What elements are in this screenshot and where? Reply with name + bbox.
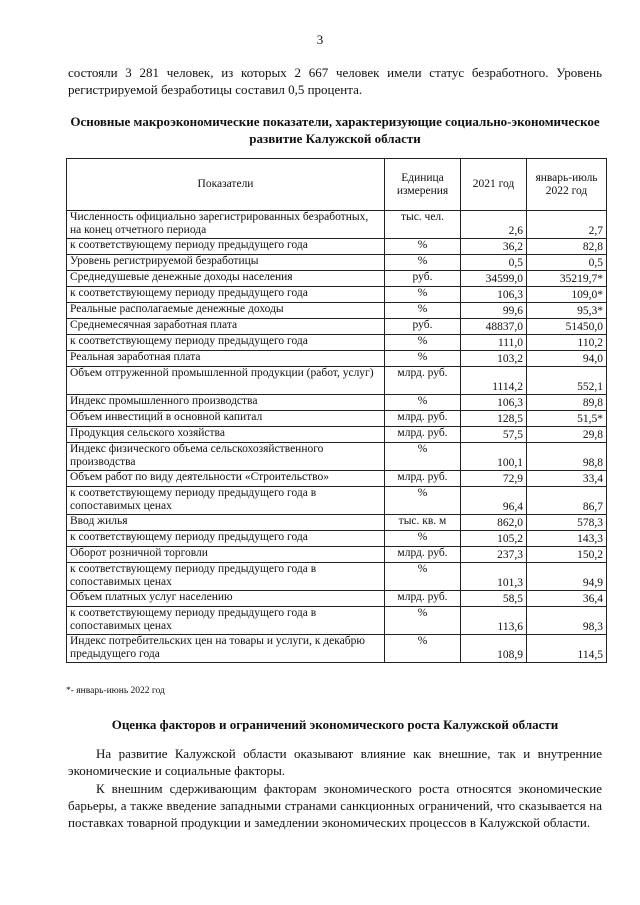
value-2022-cell: 578,3 <box>527 515 607 531</box>
value-2021-cell: 108,9 <box>461 635 527 663</box>
value-2021-cell: 106,3 <box>461 395 527 411</box>
unit-cell: % <box>385 287 461 303</box>
unit-cell: млрд. руб. <box>385 471 461 487</box>
table-row <box>67 211 607 239</box>
table-header-row <box>67 159 607 211</box>
value-2021-cell: 237,3 <box>461 547 527 563</box>
indicator-cell: Уровень регистрируемой безработицы <box>67 255 385 271</box>
value-2022-cell: 114,5 <box>527 635 607 663</box>
table-body <box>67 211 607 663</box>
value-2022-cell: 33,4 <box>527 471 607 487</box>
table-row <box>67 607 607 635</box>
unit-cell: % <box>385 239 461 255</box>
section-title: Оценка факторов и ограничений экономического роста Калужской области <box>111 717 559 732</box>
value-2021-cell: 2,6 <box>461 211 527 239</box>
value-2022-cell: 82,8 <box>527 239 607 255</box>
value-2021-cell: 113,6 <box>461 607 527 635</box>
indicator-cell: Среднедушевые денежные доходы населения <box>67 271 385 287</box>
table-row <box>67 255 607 271</box>
value-2022-cell: 29,8 <box>527 427 607 443</box>
unit-cell: % <box>385 487 461 515</box>
indicator-cell: к соответствующему периоду предыдущего года <box>67 239 385 255</box>
unit-cell: % <box>385 335 461 351</box>
value-2022-cell: 0,5 <box>527 255 607 271</box>
value-2021-cell: 99,6 <box>461 303 527 319</box>
value-2022-cell: 150,2 <box>527 547 607 563</box>
value-2021-cell: 34599,0 <box>461 271 527 287</box>
value-2022-cell: 94,0 <box>527 351 607 367</box>
table-row <box>67 443 607 471</box>
value-2022-cell: 51,5* <box>527 411 607 427</box>
value-2021-cell: 96,4 <box>461 487 527 515</box>
table-row <box>67 271 607 287</box>
indicator-cell: к соответствующему периоду предыдущего года в сопоставимых ценах <box>67 563 385 591</box>
value-2022-cell: 86,7 <box>527 487 607 515</box>
value-2021-cell: 36,2 <box>461 239 527 255</box>
value-2022-cell: 552,1 <box>527 367 607 395</box>
unit-cell: % <box>385 635 461 663</box>
indicator-cell: Объем инвестиций в основной капитал <box>67 411 385 427</box>
unit-cell: % <box>385 303 461 319</box>
indicator-cell: Продукция сельского хозяйства <box>67 427 385 443</box>
table-row <box>67 411 607 427</box>
indicator-cell: к соответствующему периоду предыдущего года <box>67 287 385 303</box>
unit-cell: % <box>385 531 461 547</box>
table-row <box>67 635 607 663</box>
table-row <box>67 515 607 531</box>
table-footnote: *- январь-июнь 2022 год <box>66 686 165 696</box>
value-2022-cell: 89,8 <box>527 395 607 411</box>
value-2022-cell: 36,4 <box>527 591 607 607</box>
value-2022-cell: 98,8 <box>527 443 607 471</box>
table-row <box>67 319 607 335</box>
unit-cell: % <box>385 607 461 635</box>
indicator-cell: Численность официально зарегистрированных безработных, на конец отчетного периода <box>67 211 385 239</box>
indicator-cell: Ввод жилья <box>67 515 385 531</box>
value-2021-cell: 1114,2 <box>461 367 527 395</box>
paragraph-influence: На развитие Калужской области оказывают влияние как внешние, так и внутренние экономические и социальные факторы. <box>68 746 602 778</box>
value-2021-cell: 58,5 <box>461 591 527 607</box>
value-2021-cell: 105,2 <box>461 531 527 547</box>
table-row <box>67 367 607 395</box>
value-2022-cell: 51450,0 <box>527 319 607 335</box>
indicator-cell: Объем отгруженной промышленной продукции (работ, услуг) <box>67 367 385 395</box>
value-2021-cell: 100,1 <box>461 443 527 471</box>
intro-paragraph: состояли 3 281 человек, из которых 2 667 человек имели статус безработного. Уровень регистрируемой безработицы составил 0,5 процента. <box>68 65 602 97</box>
indicator-cell: Оборот розничной торговли <box>67 547 385 563</box>
unit-cell: руб. <box>385 319 461 335</box>
value-2022-cell: 2,7 <box>527 211 607 239</box>
value-2022-cell: 109,0* <box>527 287 607 303</box>
value-2021-cell: 0,5 <box>461 255 527 271</box>
value-2021-cell: 72,9 <box>461 471 527 487</box>
table-row <box>67 239 607 255</box>
table-row <box>67 427 607 443</box>
table-row <box>67 547 607 563</box>
indicator-cell: Среднемесячная заработная плата <box>67 319 385 335</box>
unit-cell: тыс. чел. <box>385 211 461 239</box>
header-2022: январь-июль 2022 год <box>527 159 607 211</box>
unit-cell: руб. <box>385 271 461 287</box>
paragraph-external-factors: К внешним сдерживающим факторам экономического роста относятся экономические барьеры, а также введение западными странами санкционных ограничений, что сказывается на поставках товарной продукции и замедлении экономических процессов в Калужской области. <box>68 781 602 830</box>
unit-cell: млрд. руб. <box>385 547 461 563</box>
unit-cell: % <box>385 395 461 411</box>
indicator-cell: Индекс промышленного производства <box>67 395 385 411</box>
table-row <box>67 531 607 547</box>
indicator-cell: к соответствующему периоду предыдущего года <box>67 531 385 547</box>
value-2021-cell: 57,5 <box>461 427 527 443</box>
value-2021-cell: 48837,0 <box>461 319 527 335</box>
unit-cell: % <box>385 351 461 367</box>
page-number: 3 <box>316 32 324 47</box>
table-row <box>67 351 607 367</box>
indicator-cell: к соответствующему периоду предыдущего года в сопоставимых ценах <box>67 607 385 635</box>
value-2021-cell: 862,0 <box>461 515 527 531</box>
value-2022-cell: 98,3 <box>527 607 607 635</box>
value-2021-cell: 111,0 <box>461 335 527 351</box>
value-2022-cell: 143,3 <box>527 531 607 547</box>
header-indicator: Показатели <box>67 159 385 211</box>
header-2021: 2021 год <box>461 159 527 211</box>
unit-cell: % <box>385 443 461 471</box>
value-2021-cell: 106,3 <box>461 287 527 303</box>
table-row <box>67 303 607 319</box>
unit-cell: млрд. руб. <box>385 367 461 395</box>
table-row <box>67 471 607 487</box>
table-row <box>67 591 607 607</box>
table-row <box>67 487 607 515</box>
indicator-cell: к соответствующему периоду предыдущего года <box>67 335 385 351</box>
indicator-cell: Реальная заработная плата <box>67 351 385 367</box>
indicator-cell: Индекс потребительских цен на товары и услуги, к декабрю предыдущего года <box>67 635 385 663</box>
unit-cell: тыс. кв. м <box>385 515 461 531</box>
value-2022-cell: 110,2 <box>527 335 607 351</box>
macro-indicators-table <box>66 158 607 663</box>
value-2022-cell: 94,9 <box>527 563 607 591</box>
indicator-cell: Объем работ по виду деятельности «Строительство» <box>67 471 385 487</box>
value-2021-cell: 103,2 <box>461 351 527 367</box>
value-2021-cell: 128,5 <box>461 411 527 427</box>
unit-cell: млрд. руб. <box>385 591 461 607</box>
unit-cell: % <box>385 255 461 271</box>
table-row <box>67 563 607 591</box>
table-title: Основные макроэкономические показатели, характеризующие социально-экономическое развитие Калужской области <box>70 114 600 146</box>
unit-cell: млрд. руб. <box>385 411 461 427</box>
value-2022-cell: 95,3* <box>527 303 607 319</box>
unit-cell: % <box>385 563 461 591</box>
table-row <box>67 287 607 303</box>
indicator-cell: Индекс физического объема сельскохозяйственного производства <box>67 443 385 471</box>
table-row <box>67 335 607 351</box>
table-row <box>67 395 607 411</box>
header-unit: Единица измерения <box>385 159 461 211</box>
indicator-cell: Реальные располагаемые денежные доходы <box>67 303 385 319</box>
value-2022-cell: 35219,7* <box>527 271 607 287</box>
indicator-cell: к соответствующему периоду предыдущего года в сопоставимых ценах <box>67 487 385 515</box>
indicator-cell: Объем платных услуг населению <box>67 591 385 607</box>
unit-cell: млрд. руб. <box>385 427 461 443</box>
value-2021-cell: 101,3 <box>461 563 527 591</box>
